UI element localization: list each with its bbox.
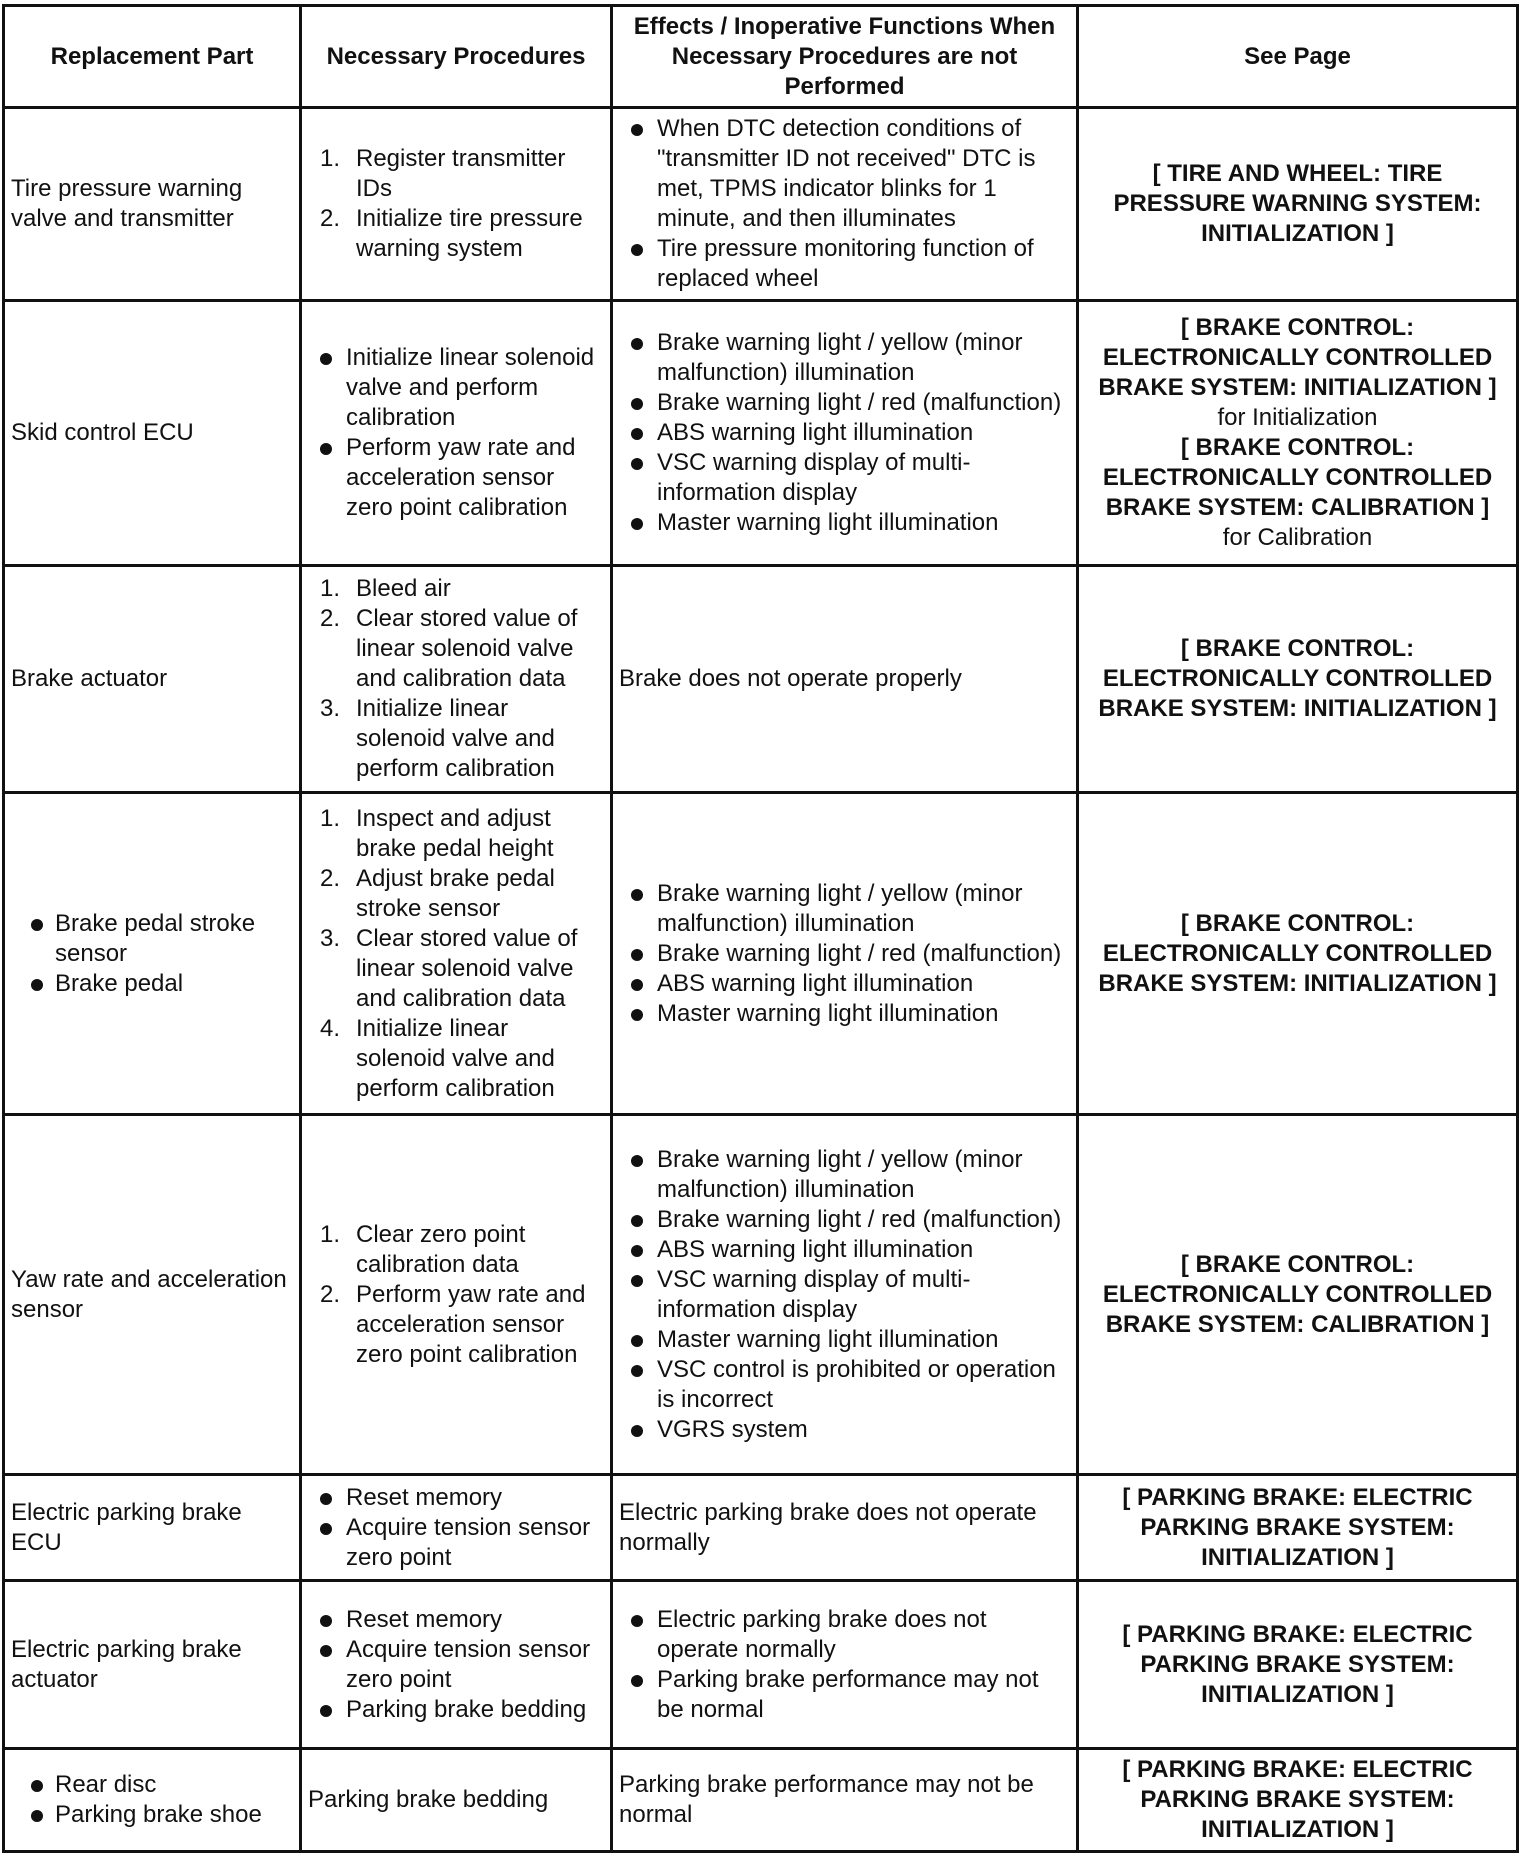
replacement-part-item: Brake pedal xyxy=(11,969,293,999)
effects-cell xyxy=(612,108,1078,301)
header-see-page: See Page xyxy=(1078,6,1518,108)
effect-item: Parking brake performance may not be normal xyxy=(619,1665,1070,1725)
table-row xyxy=(4,1581,1518,1749)
table-row xyxy=(4,566,1518,793)
reference-link[interactable]: [ PARKING BRAKE: ELECTRIC PARKING BRAKE SYSTEM: INITIALIZATION ] xyxy=(1122,1483,1473,1571)
reference-note: for Calibration xyxy=(1222,524,1373,551)
procedure-step: 3. Clear stored value of linear solenoid valve and calibration data xyxy=(320,924,578,1012)
effect-item: Brake warning light / yellow (minor malfunction) illumination xyxy=(619,1145,1070,1205)
procedure-step: 1. Clear zero point calibration data xyxy=(320,1220,526,1278)
effect-item: VGRS system xyxy=(619,1415,1070,1445)
procedures-cell xyxy=(301,301,612,566)
effect-item: Brake warning light / red (malfunction) xyxy=(619,1205,1070,1235)
effects-cell xyxy=(612,1115,1078,1475)
procedures-cell: Parking brake bedding xyxy=(301,1749,612,1852)
effects-cell: Electric parking brake does not operate normally xyxy=(612,1475,1078,1581)
table-row xyxy=(4,1115,1518,1475)
replacement-part-item: Parking brake shoe xyxy=(11,1800,293,1830)
replacement-part-item: Brake pedal stroke sensor xyxy=(11,909,293,969)
reference-note: for Initialization xyxy=(1217,404,1378,431)
see-page-cell xyxy=(1078,1749,1518,1852)
see-page-cell xyxy=(1078,108,1518,301)
effect-item: When DTC detection conditions of "transmitter ID not received" DTC is met, TPMS indicator blinks for 1 minute, and then illuminates xyxy=(619,114,1070,234)
replacement-part-cell: Yaw rate and acceleration sensor xyxy=(4,1115,301,1475)
header-replacement-part: Replacement Part xyxy=(4,6,301,108)
table-row xyxy=(4,108,1518,301)
procedure-step: 2. Clear stored value of linear solenoid valve and calibration data xyxy=(320,605,578,692)
replacement-part-cell: Brake actuator xyxy=(4,566,301,793)
reference-link[interactable]: [ BRAKE CONTROL: ELECTRONICALLY CONTROLLED BRAKE SYSTEM: INITIALIZATION ] xyxy=(1098,635,1497,722)
table-row xyxy=(4,793,1518,1115)
see-page-cell xyxy=(1078,793,1518,1115)
replacement-part-cell: Electric parking brake ECU xyxy=(4,1475,301,1581)
effect-item: Brake warning light / red (malfunction) xyxy=(619,388,1070,418)
procedures-cell xyxy=(301,1475,612,1581)
procedure-step: 1. Inspect and adjust brake pedal height xyxy=(320,804,554,862)
effect-item: ABS warning light illumination xyxy=(619,969,1070,999)
procedure-step: Acquire tension sensor zero point xyxy=(308,1635,604,1695)
effect-item: Brake warning light / red (malfunction) xyxy=(619,939,1070,969)
replacement-part-cell: Skid control ECU xyxy=(4,301,301,566)
effect-item: Master warning light illumination xyxy=(619,1325,1070,1355)
replacement-part-cell xyxy=(4,793,301,1115)
procedure-step: 2. Initialize tire pressure warning system xyxy=(320,205,583,262)
procedures-cell xyxy=(301,1115,612,1475)
see-page-cell xyxy=(1078,1581,1518,1749)
effect-item: VSC warning display of multi-information display xyxy=(619,448,1070,508)
reference-link[interactable]: [ PARKING BRAKE: ELECTRIC PARKING BRAKE SYSTEM: INITIALIZATION ] xyxy=(1122,1756,1473,1843)
effect-item: Brake warning light / yellow (minor malfunction) illumination xyxy=(619,328,1070,388)
procedures-cell xyxy=(301,566,612,793)
table-row xyxy=(4,301,1518,566)
see-page-cell xyxy=(1078,1475,1518,1581)
effects-cell xyxy=(612,301,1078,566)
effects-cell xyxy=(612,1581,1078,1749)
reference-link[interactable]: [ BRAKE CONTROL: ELECTRONICALLY CONTROLLED BRAKE SYSTEM: INITIALIZATION ] xyxy=(1098,909,1497,997)
replacement-part-cell xyxy=(4,1749,301,1852)
see-page-cell xyxy=(1078,301,1518,566)
effects-cell xyxy=(612,793,1078,1115)
effect-item: VSC warning display of multi-information display xyxy=(619,1265,1070,1325)
table-row xyxy=(4,1475,1518,1581)
effect-item: ABS warning light illumination xyxy=(619,418,1070,448)
procedure-step: Perform yaw rate and acceleration sensor zero point calibration xyxy=(308,433,604,523)
procedure-step: 4. Initialize linear solenoid valve and perform calibration xyxy=(320,1014,555,1102)
procedure-step: Acquire tension sensor zero point xyxy=(308,1513,604,1573)
reference-link[interactable]: [ BRAKE CONTROL: ELECTRONICALLY CONTROLLED BRAKE SYSTEM: CALIBRATION ] xyxy=(1102,1250,1493,1338)
effects-cell: Parking brake performance may not be normal xyxy=(612,1749,1078,1852)
procedure-step: Initialize linear solenoid valve and perform calibration xyxy=(308,343,604,433)
replacement-part-cell: Electric parking brake actuator xyxy=(4,1581,301,1749)
replacement-part-item: Rear disc xyxy=(11,1770,293,1800)
see-page-cell xyxy=(1078,566,1518,793)
table-row xyxy=(4,1749,1518,1852)
header-necessary-procedures: Necessary Procedures xyxy=(301,6,612,108)
effect-item: Electric parking brake does not operate normally xyxy=(619,1605,1070,1665)
header-effects: Effects / Inoperative Functions When Necessary Procedures are not Performed xyxy=(612,6,1078,108)
procedure-step: Parking brake bedding xyxy=(308,1695,604,1725)
reference-link[interactable]: [ PARKING BRAKE: ELECTRIC PARKING BRAKE SYSTEM: INITIALIZATION ] xyxy=(1122,1620,1473,1708)
procedure-step: Reset memory xyxy=(308,1605,604,1635)
procedures-cell xyxy=(301,108,612,301)
effect-item: Master warning light illumination xyxy=(619,508,1070,538)
procedure-step: 1. Register transmitter IDs xyxy=(320,145,566,202)
reference-link[interactable]: [ TIRE AND WHEEL: TIRE PRESSURE WARNING SYSTEM: INITIALIZATION ] xyxy=(1113,160,1482,247)
procedure-step: 2. Perform yaw rate and acceleration sensor zero point calibration xyxy=(320,1280,586,1368)
effects-cell: Brake does not operate properly xyxy=(612,566,1078,793)
procedures-cell xyxy=(301,1581,612,1749)
reference-link[interactable]: [ BRAKE CONTROL: ELECTRONICALLY CONTROLLED BRAKE SYSTEM: CALIBRATION ] xyxy=(1102,434,1493,521)
effect-item: ABS warning light illumination xyxy=(619,1235,1070,1265)
reference-link[interactable]: [ BRAKE CONTROL: ELECTRONICALLY CONTROLLED BRAKE SYSTEM: INITIALIZATION ] xyxy=(1098,314,1497,401)
procedure-step: 1. Bleed air xyxy=(320,575,451,602)
effect-item: VSC control is prohibited or operation is incorrect xyxy=(619,1355,1070,1415)
procedure-step: 2. Adjust brake pedal stroke sensor xyxy=(320,864,555,922)
effect-item: Tire pressure monitoring function of replaced wheel xyxy=(619,234,1070,294)
procedures-cell xyxy=(301,793,612,1115)
procedure-step: Reset memory xyxy=(308,1483,604,1513)
effect-item: Brake warning light / yellow (minor malfunction) illumination xyxy=(619,879,1070,939)
see-page-cell xyxy=(1078,1115,1518,1475)
effect-item: Master warning light illumination xyxy=(619,999,1070,1029)
procedure-step: 3. Initialize linear solenoid valve and perform calibration xyxy=(320,695,555,782)
replacement-procedures-table xyxy=(2,4,1519,1853)
header-row xyxy=(4,6,1518,108)
replacement-part-cell: Tire pressure warning valve and transmitter xyxy=(4,108,301,301)
